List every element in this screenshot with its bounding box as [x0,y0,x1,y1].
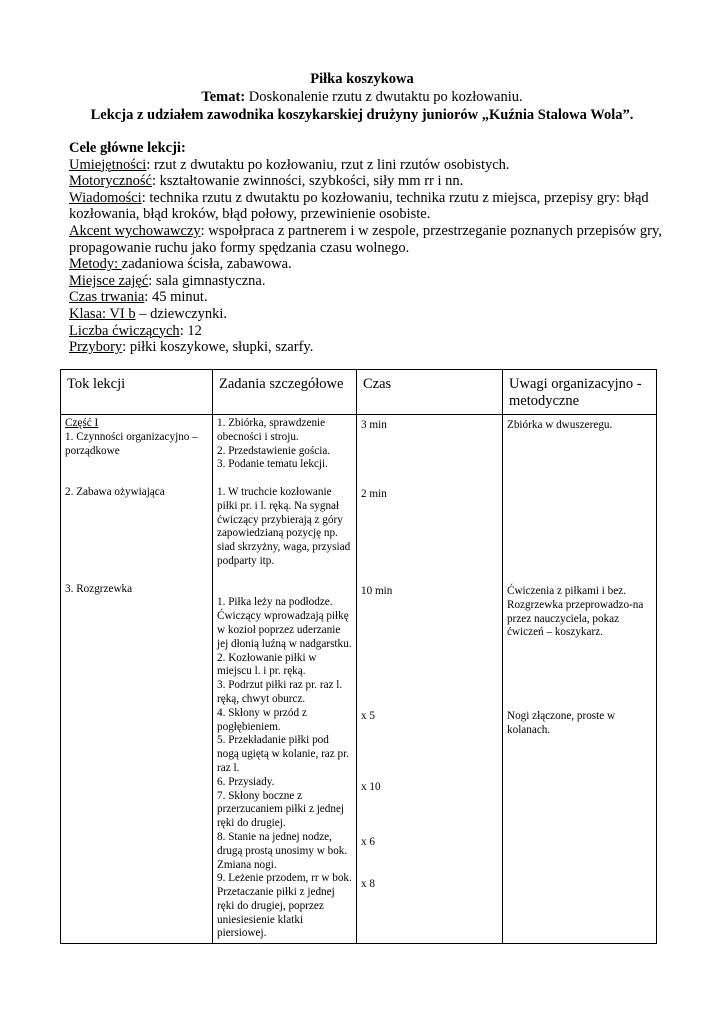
time-value: x 8 [361,878,375,890]
goal-education [69,223,669,256]
time-value: x 6 [361,836,375,848]
remark-item: Zbiórka w dwuszeregu. [507,419,613,431]
time-value: x 10 [361,781,381,793]
remark-item: Ćwiczenia z piłkami i bez. Rozgrzewka przeprowadzo-na przez nauczyciela, pokaz ćwiczeń – koszykarz. [507,585,644,639]
goal-label: Miejsce zajęć [69,272,149,289]
column-header: Czas [357,370,503,415]
goal-motor [69,173,669,190]
stage-item: 3. Rozgrzewka [65,582,133,595]
lesson-goals [69,140,669,356]
part-label: Część I [65,417,99,429]
topic-text: Doskonalenie rzutu z dwutaktu po kozłowaniu. [245,89,523,105]
goal-methods [69,256,669,273]
goal-label: Wiadomości [69,189,142,206]
document-title: Piłka koszykowa [310,71,414,87]
tasks-cell [213,415,357,944]
task-item: 7. Skłony boczne z przerzucaniem piłki z jednej ręki do drugiej. [217,789,345,830]
goal-label: Liczba ćwiczących [69,322,180,339]
goal-label: Umiejętności [69,156,147,173]
remark-item: Nogi złączone, proste w kolanach. [507,710,616,736]
goal-text: – dziewczynki. [135,305,227,322]
goal-equipment [69,339,669,356]
task-item: 5. Przekładanie piłki pod nogą ugiętą w kolanie, raz pr. raz l. [217,734,350,774]
goal-text: : piłki koszykowe, słupki, szarfy. [122,339,314,356]
goal-text: zadaniowa ścisła, zabawowa. [121,256,292,273]
task-item: 3. Podanie tematu lekcji. [217,458,328,471]
time-value: 2 min [361,488,387,500]
lesson-plan-table [60,369,657,944]
task-item: 2. Kozłowanie piłki w miejscu l. i pr. ręką. [217,651,317,678]
goal-label: Motoryczność [69,173,152,190]
goal-duration [69,289,669,306]
task-item: 1. Piłka leży na podłodze. Ćwiczący wprowadzają piłkę w kozioł poprzez uderzanie jej dłonią luźną w nadgarstku. [217,596,352,650]
goal-label: Przybory [69,339,123,356]
goal-text: : 12 [179,322,202,339]
topic-line [60,88,664,106]
goal-text: : technika rzutu z dwutaktu po kozłowaniu, technika rzutu z miejsca, przepisy gry: błąd kozłowania, błąd kroków, błąd połowy, przewinienie osobiste. [69,189,649,223]
goal-class [69,306,669,323]
goal-knowledge [69,190,669,223]
goal-label: Metody: [69,256,122,273]
goal-label: Akcent wychowawczy [69,222,201,239]
task-item: 9. Leżenie przodem, rr w bok. Przetaczanie piłki z jednej ręki do drugiej, poprzez uniesiesienie klatki piersiowej. [217,872,352,940]
goal-text: : 45 minut. [144,289,208,306]
column-header: Zadania szczegółowe [213,370,357,415]
task-item: 2. Przedstawienie gościa. [217,444,331,457]
table-row [61,415,657,944]
goal-text: : kształtowanie zwinności, szybkości, siły mm rr i nn. [151,173,464,190]
goal-place [69,273,669,290]
column-header: Uwagi organizacyjno - metodyczne [503,370,657,415]
goal-label: Klasa: VI b [69,305,136,322]
task-item: 3. Podrzut piłki raz pr. raz l. ręką, chwyt oburcz. [217,679,343,705]
table-header-row [61,370,657,415]
lesson-subtitle: Lekcja z udziałem zawodnika koszykarskiej drużyny juniorów „Kuźnia Stalowa Wola”. [90,107,634,123]
lesson-stage-cell [61,415,213,944]
stage-item: 1. Czynności organizacyjno – porządkowe [65,430,198,457]
task-item: 4. Skłony w przód z pogłębieniem. [217,706,307,733]
topic-label: Temat: [201,89,246,105]
time-value: 10 min [361,585,393,597]
task-item: 1. Zbiórka, sprawdzenie obecności i stroju. [217,417,326,443]
task-item: 8. Stanie na jednej nodze, drugą prostą unosimy w bok. Zmiana nogi. [217,830,348,871]
goal-participants [69,323,669,340]
remarks-cell [503,415,657,944]
title-block [60,70,664,124]
goal-text: : rzut z dwutaktu po kozłowaniu, rzut z lini rzutów osobistych. [146,156,510,173]
time-value: x 5 [361,710,375,722]
task-item: 1. W truchcie kozłowanie piłki pr. i l. ręką. Na sygnał ćwiczący przybierają z góry zapowiedzianą pozycję np. siad skrzyżny, waga, przysiad podparty itp. [217,485,351,567]
time-cell [357,415,503,944]
time-value: 3 min [361,419,387,431]
goals-heading: Cele główne lekcji: [69,140,186,156]
goal-text: : wspołpraca z partnerem i w zespole, przestrzeganie poznanych przepisów gry, propagowanie ruchu jako formy spędzania czasu wolnego. [69,222,662,256]
column-header: Tok lekcji [61,370,213,415]
task-item: 6. Przysiady. [217,775,275,788]
goal-text: : sala gimnastyczna. [148,272,266,289]
stage-item: 2. Zabawa ożywiająca [65,485,165,498]
goal-skills [69,157,669,174]
goal-label: Czas trwania [69,289,145,306]
